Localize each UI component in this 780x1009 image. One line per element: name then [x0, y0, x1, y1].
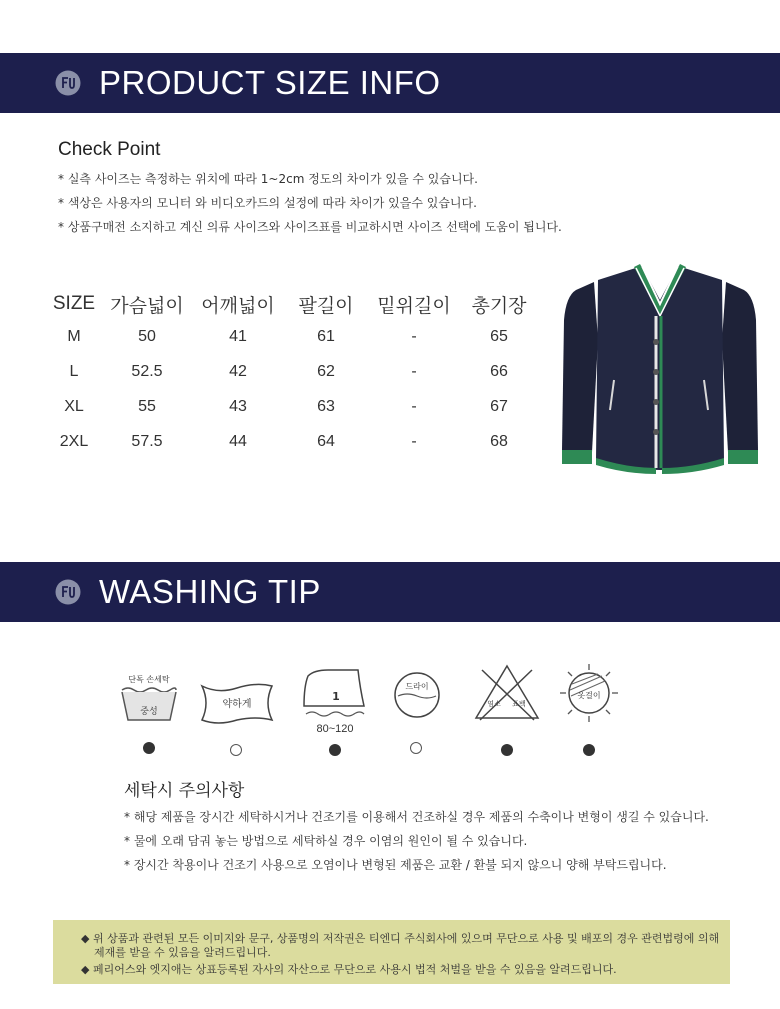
table-cell: -: [411, 327, 417, 345]
notice-line: 제재를 받을 수 있음을 알려드립니다.: [94, 946, 271, 959]
icon-label: 표백: [512, 700, 526, 708]
table-cell: M: [67, 327, 81, 345]
check-point-title: Check Point: [58, 139, 161, 160]
table-cell: 65: [490, 327, 508, 345]
indicator-dot-empty: [230, 744, 242, 756]
caution-note: * 해당 제품을 장시간 세탁하시거나 건조기를 이용해서 건조하실 경우 제품의 수축이나 변형이 생길 수 있습니다.: [124, 810, 709, 824]
table-row: [46, 354, 538, 389]
washing-tip-banner: [0, 562, 780, 622]
table-cell: 44: [229, 432, 247, 450]
table-cell: 63: [317, 397, 335, 415]
mild-detergent-icon: [198, 680, 276, 726]
icon-label: 드라이: [405, 682, 429, 691]
wash-label-bottom: 중성: [140, 707, 158, 717]
table-cell: 68: [490, 432, 508, 450]
icon-label: 옷걸이: [577, 691, 601, 700]
size-info-banner: [0, 53, 780, 113]
brand-logo-icon: [55, 70, 81, 96]
section-title: WASHING TIP: [99, 573, 321, 610]
table-cell: -: [411, 432, 417, 450]
header-cell: 총기장: [471, 295, 527, 317]
iron-icon: [298, 666, 372, 736]
table-row: [46, 424, 538, 459]
check-point-note: * 실측 사이즈는 측정하는 위치에 따라 1~2cm 정도의 차이가 있을 수 있습니다.: [58, 172, 478, 186]
table-cell: 62: [317, 362, 335, 380]
table-cell: 64: [317, 432, 335, 450]
table-row: [46, 389, 538, 424]
caution-note: * 장시간 착용이나 건조기 사용으로 오염이나 변형된 제품은 교환 / 환불 되지 않으니 양해 부탁드립니다.: [124, 858, 667, 872]
iron-temperature: 80~120: [316, 723, 354, 735]
washing-caution-title: 세탁시 주의사항: [124, 781, 245, 801]
header-cell: SIZE: [52, 293, 96, 314]
indicator-dot-empty: [410, 742, 422, 754]
icon-label: 염소: [487, 700, 501, 708]
table-cell: 61: [317, 327, 335, 345]
check-point-note: * 색상은 사용자의 모니터 와 비디오카드의 설정에 따라 차이가 있을수 있습니다.: [58, 196, 477, 210]
header-cell: 가슴넓이: [110, 295, 184, 317]
header-cell: 팔길이: [298, 295, 354, 317]
table-cell: 66: [490, 362, 508, 380]
table-cell: L: [69, 362, 79, 380]
table-cell: -: [411, 362, 417, 380]
table-cell: XL: [64, 397, 84, 415]
no-bleach-icon: [472, 662, 542, 724]
table-cell: 52.5: [131, 362, 163, 380]
hanger-dry-icon: [558, 662, 620, 724]
notice-line: ◆ 페리어스와 엣지애는 상표등록된 자사의 자산으로 무단으로 사용시 법적 처벌을 받을 수 있음을 알려드립니다.: [81, 963, 617, 976]
check-point-note: * 상품구매전 소지하고 계신 의류 사이즈와 사이즈표를 비교하시면 사이즈 선택에 도움이 됩니다.: [58, 220, 562, 234]
table-cell: 41: [229, 327, 247, 345]
indicator-dot-selected: [583, 744, 595, 756]
icon-label: 1: [332, 690, 340, 703]
table-cell: 42: [229, 362, 247, 380]
table-cell: 55: [138, 397, 156, 415]
table-cell: 67: [490, 397, 508, 415]
indicator-dot-selected: [143, 742, 155, 754]
header-cell: 밑위길이: [377, 295, 451, 317]
copyright-notice: [53, 920, 730, 984]
size-table-header: [46, 289, 538, 319]
table-cell: 50: [138, 327, 156, 345]
caution-note: * 물에 오래 담궈 놓는 방법으로 세탁하실 경우 이염의 원인이 될 수 있습니다.: [124, 834, 528, 848]
table-cell: 43: [229, 397, 247, 415]
wash-label-top: 단독 손세탁: [128, 675, 170, 684]
table-cell: -: [411, 397, 417, 415]
table-cell: 57.5: [131, 432, 163, 450]
header-cell: 어깨넓이: [201, 295, 275, 317]
notice-line: ◆ 위 상품과 관련된 모든 이미지와 문구, 상품명의 저작권은 티엔디 주식회사에 있으며 무단으로 사용 및 배포의 경우 관련법령에 의해: [81, 932, 720, 945]
indicator-dot-selected: [329, 744, 341, 756]
table-row: [46, 319, 538, 354]
size-table: [46, 289, 538, 459]
icon-label: 약하게: [222, 699, 252, 710]
table-cell: 2XL: [59, 432, 89, 450]
product-jacket-image: [558, 260, 762, 476]
dry-clean-icon: [392, 670, 442, 720]
hand-wash-icon: [118, 670, 180, 726]
indicator-dot-selected: [501, 744, 513, 756]
section-title: PRODUCT SIZE INFO: [99, 64, 441, 101]
brand-logo-icon: [55, 579, 81, 605]
